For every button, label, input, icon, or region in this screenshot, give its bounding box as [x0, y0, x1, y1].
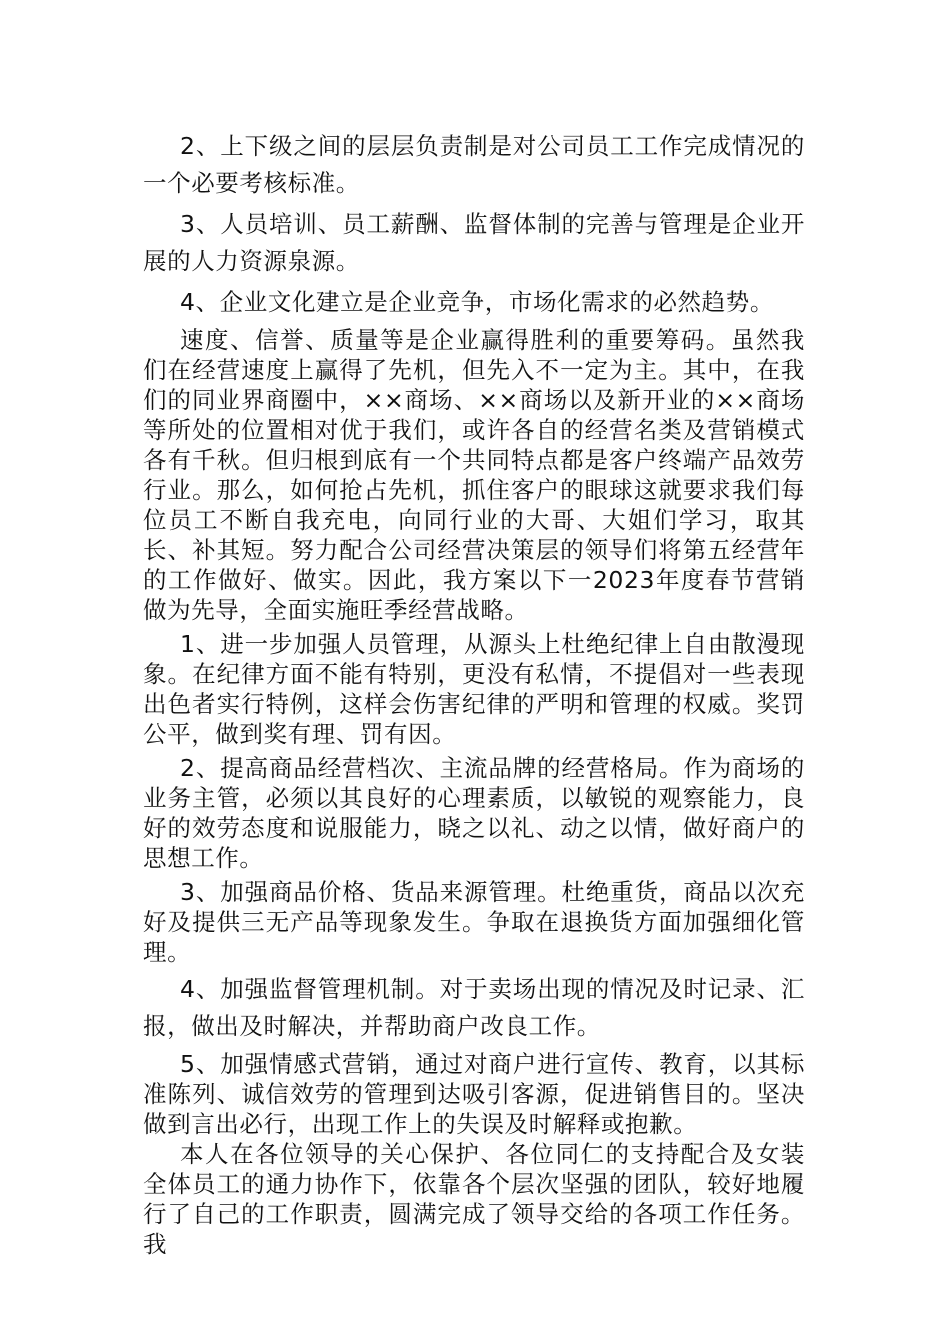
document-body	[143, 128, 805, 1259]
paragraph-supervision: 4、加强监督管理机制。对于卖场出现的情况及时记录、汇报，做出及时解决，并帮助商户改良工作。	[143, 975, 805, 1040]
paragraph-hr-training: 3、人员培训、员工薪酬、监督体制的完善与管理是企业开展的人力资源泉源。	[143, 210, 805, 275]
paragraph-corporate-culture: 4、企业文化建立是企业竞争，市场化需求的必然趋势。	[180, 288, 774, 316]
paragraph-brand-upgrade: 2、提高商品经营档次、主流品牌的经营格局。作为商场的业务主管，必须以其良好的心理素质，以敏锐的观察能力，良好的效劳态度和说服能力，晓之以礼、动之以情，做好商户的思想工作。	[143, 754, 805, 872]
paragraph-emotional-marketing: 5、加强情感式营销，通过对商户进行宣传、教育，以其标准陈列、诚信效劳的管理到达吸引客源，促进销售目的。坚决做到言出必行，出现工作上的失误及时解释或抱歉。	[143, 1050, 805, 1138]
paragraph-price-control: 3、加强商品价格、货品来源管理。杜绝重货，商品以次充好及提供三无产品等现象发生。争取在退换货方面加强细化管理。	[143, 878, 805, 966]
paragraph-personal-summary: 本人在各位领导的关心保护、各位同仁的支持配合及女装全体员工的通力协作下，依靠各个层次坚强的团队，较好地履行了自己的工作职责，圆满完成了领导交给的各项工作任务。我	[143, 1140, 805, 1258]
paragraph-business-strategy: 速度、信誉、质量等是企业赢得胜利的重要筹码。虽然我们在经营速度上赢得了先机，但先入不一定为主。其中，在我们的同业界商圈中，××商场、××商场以及新开业的××商场等所处的位置相对优于我们，或许各自的经营名类及营销模式各有千秋。但归根到底有一个共同特点都是客户终端产品效劳行业。那么，如何抢占先机，抓住客户的眼球这就要求我们每位员工不断自我充电，向同行业的大哥、大姐们学习，取其长、补其短。努力配合公司经营决策层的领导们将第五经营年的工作做好、做实。因此，我方案以下一2023年度春节营销做为先导，全面实施旺季经营战略。	[143, 326, 805, 624]
paragraph-staff-management: 1、进一步加强人员管理，从源头上杜绝纪律上自由散漫现象。在纪律方面不能有特别，更没有私情，不提倡对一些表现出色者实行特例，这样会伤害纪律的严明和管理的权威。奖罚公平，做到奖有理、罚有因。	[143, 630, 805, 748]
paragraph-responsibility-system: 2、上下级之间的层层负责制是对公司员工工作完成情况的一个必要考核标准。	[143, 132, 805, 197]
